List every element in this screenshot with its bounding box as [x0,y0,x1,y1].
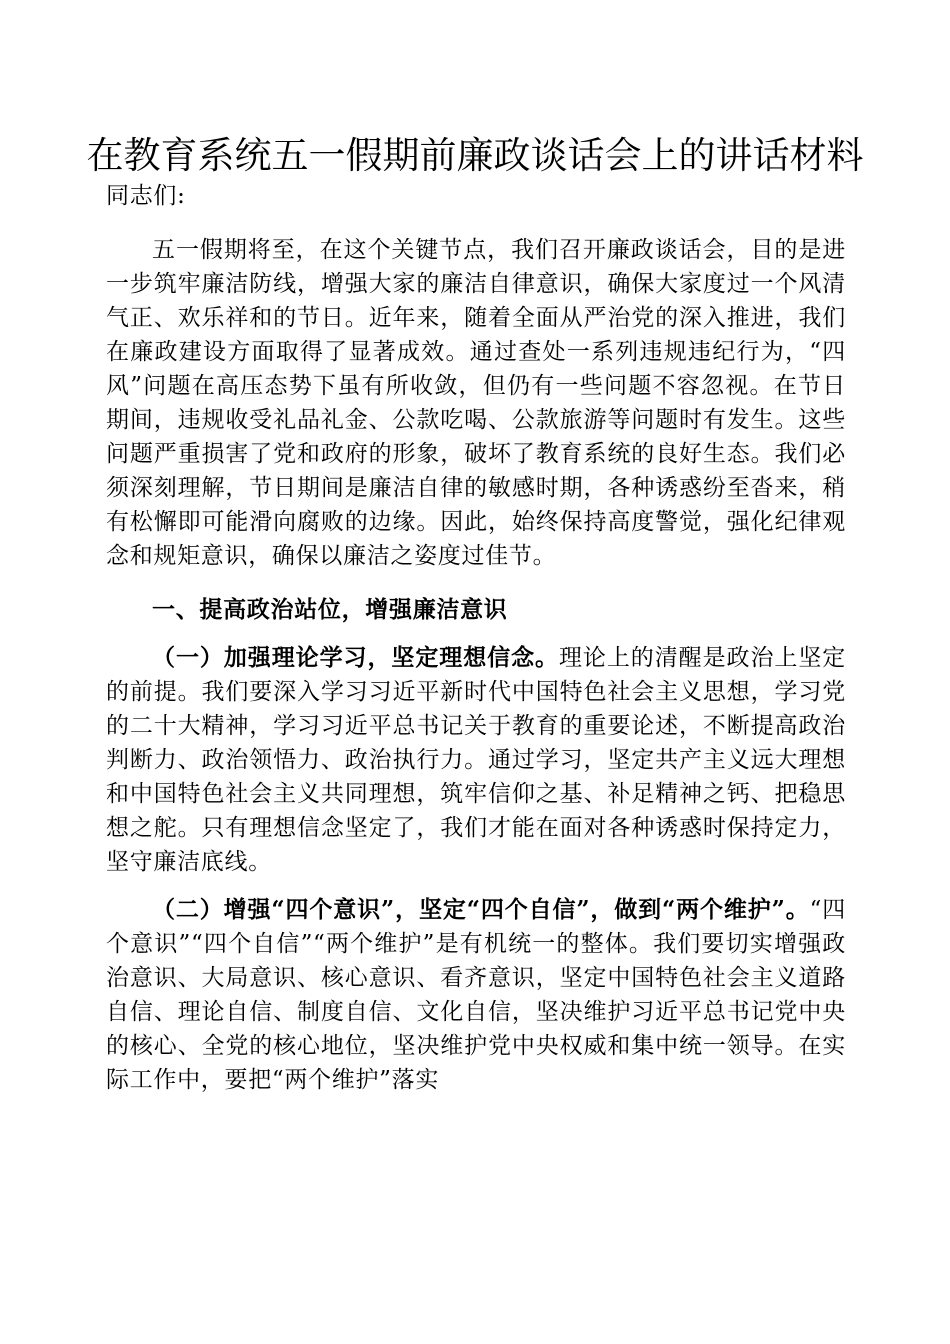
salutation: 同志们: [106,183,186,209]
document-body [106,179,846,1097]
document-title: 在教育系统五一假期前廉政谈话会上的讲话材料 [86,134,864,177]
intro-paragraph: 五一假期将至，在这个关键节点，我们召开廉政谈话会，目的是进一步筑牢廉洁防线，增强大家的廉洁自律意识，确保大家度过一个风清气正、欢乐祥和的节日。近年来，随着全面从严治党的深入推进，我们在廉政建设方面取得了显著成效。通过查处一系列违规违纪行为，“四风”问题在高压态势下虽有所收敛，但仍有一些问题不容忽视。在节日期间，违规收受礼品礼金、公款吃喝、公款旅游等问题时有发生。这些问题严重损害了党和政府的形象，破坏了教育系统的良好生态。我们必须深刻理解，节日期间是廉洁自律的敏感时期，各种诱惑纷至沓来，稍有松懈即可能滑向腐败的边缘。因此，始终保持高度警觉，强化纪律观念和规矩意识，确保以廉洁之姿度过佳节。 [106,237,846,569]
subsection-body-1: 理论上的清醒是政治上坚定的前提。我们要深入学习习近平新时代中国特色社会主义思想，学习党的二十大精神，学习习近平总书记关于教育的重要论述，不断提高政治判断力、政治领悟力、政治执行力。通过学习，坚定共产主义远大理想和中国特色社会主义共同理想，筑牢信仰之基、补足精神之钙、把稳思想之舵。只有理想信念坚定了，我们才能在面对各种诱惑时保持定力，坚守廉洁底线。 [106,645,846,875]
subsection-heading-2: （二）增强“四个意识”，坚定“四个自信”，做到“两个维护”。 [152,896,810,923]
subsection-paragraph-2 [106,893,846,1097]
subsection-body-2: “四个意识”“四个自信”“两个维护”是有机统一的整体。我们要切实增强政治意识、大局意识、核心意识、看齐意识，坚定中国特色社会主义道路自信、理论自信、制度自信、文化自信，坚决维护习近平总书记党中央的核心、全党的核心地位，坚决维护党中央权威和集中统一领导。在实际工作中，要把“两个维护”落实 [106,897,846,1093]
subsection-heading-1: （一）加强理论学习，坚定理想信念。 [152,644,559,671]
subsection-paragraph-1 [106,641,846,879]
section-heading: 一、提高政治站位，增强廉洁意识 [152,596,508,623]
